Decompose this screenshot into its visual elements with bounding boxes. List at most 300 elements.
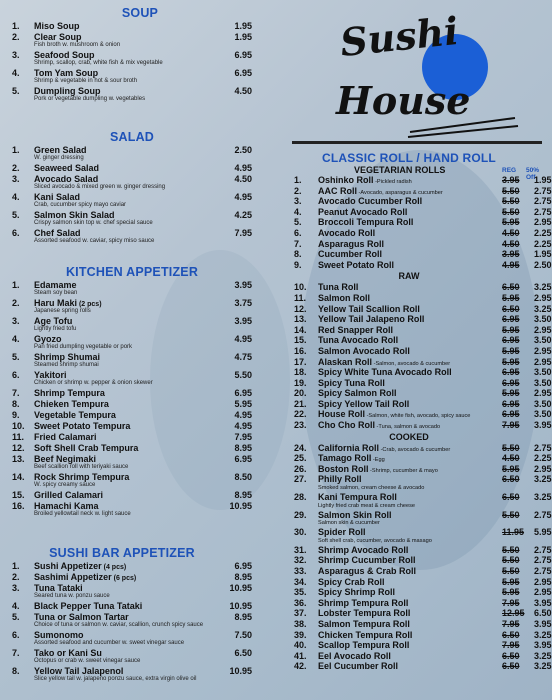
item-name (34, 583, 83, 593)
item-price: 10.95 (229, 501, 252, 511)
roll-row (294, 463, 552, 475)
regular-price: 6.95 (502, 367, 520, 378)
item-name-text: Miso Soup (34, 21, 80, 31)
logo-line2: House (336, 78, 471, 123)
item-name-text: Dumpling Soup (34, 86, 101, 96)
menu-item (12, 410, 252, 420)
discount-price: 2.25 (534, 238, 552, 249)
item-name-text: Shrimp Tempura (34, 388, 105, 398)
roll-number: 26. (294, 463, 307, 474)
item-name-text: Salmon Skin Salad (34, 210, 115, 220)
regular-price: 6.95 (502, 335, 520, 346)
item-name-text: Shrimp Shumai (34, 352, 101, 362)
item-name-text: Avocado Salad (34, 174, 99, 184)
roll-row (294, 238, 552, 250)
menu-item (12, 501, 252, 518)
item-number: 16. (12, 501, 25, 511)
item-number: 1. (12, 145, 20, 155)
item-price: 5.50 (234, 370, 252, 380)
roll-row (294, 492, 552, 503)
menu-item-line (12, 32, 252, 42)
item-name-text: Tako or Kani Su (34, 648, 102, 658)
roll-number: 42. (294, 661, 307, 672)
discount-price: 2.95 (534, 217, 552, 228)
roll-name-text: Cucumber Roll (318, 249, 383, 260)
roll-number: 32. (294, 555, 307, 566)
roll-row (294, 345, 552, 357)
roll-number: 8. (294, 249, 302, 260)
roll-name-text: Salmon Avocado Roll (318, 345, 410, 356)
classic-roll-title: CLASSIC ROLL / HAND ROLL (322, 151, 496, 165)
item-name (34, 228, 81, 238)
menu-item (12, 421, 252, 431)
roll-number: 2. (294, 185, 302, 196)
roll-row (294, 377, 552, 389)
item-name (34, 630, 84, 640)
roll-name-text: Eel Cucumber Roll (318, 661, 399, 672)
menu-item (12, 648, 252, 665)
item-price: 7.50 (234, 630, 252, 640)
roll-row (294, 618, 552, 630)
roll-description: -Egg (371, 457, 385, 464)
roll-name (318, 510, 392, 521)
menu-item (12, 21, 252, 31)
roll-name (318, 196, 422, 207)
roll-number: 1. (294, 175, 302, 185)
regular-price: 6.95 (502, 409, 520, 420)
roll-number: 15. (294, 335, 307, 346)
discount-price: 2.50 (534, 259, 552, 270)
item-price: 4.95 (234, 410, 252, 420)
discount-price: 3.50 (534, 377, 552, 388)
item-number: 1. (12, 21, 20, 31)
regular-price: 6.50 (502, 474, 520, 485)
roll-name (318, 378, 385, 389)
regular-price: 5.50 (502, 185, 520, 196)
roll-name-text: Tuna Avocado Roll (318, 335, 399, 346)
item-price: 6.95 (234, 50, 252, 60)
item-name (34, 443, 138, 453)
item-name-text: Tom Yam Soup (34, 68, 99, 78)
roll-number: 7. (294, 238, 302, 249)
roll-name (318, 577, 385, 588)
roll-number: 31. (294, 544, 307, 555)
roll-name-text: Spicy Yellow Tail Roll (318, 398, 410, 409)
item-price: 4.95 (234, 192, 252, 202)
item-number: 3. (12, 174, 20, 184)
roll-number: 39. (294, 629, 307, 640)
roll-row (294, 597, 552, 609)
item-number: 3. (12, 583, 20, 593)
roll-row (294, 453, 552, 464)
discount-price: 3.50 (534, 398, 552, 409)
item-name (34, 399, 109, 409)
roll-number: 24. (294, 442, 307, 453)
roll-name-text: Salmon Roll (318, 292, 371, 303)
regular-price: 5.50 (502, 196, 520, 207)
discount-price: 3.25 (534, 303, 552, 314)
item-number: 8. (12, 399, 20, 409)
item-price: 5.95 (234, 399, 252, 409)
item-name-text: Vegetable Tempura (34, 410, 116, 420)
roll-description: -Salmon, avocado & cucumber (372, 360, 451, 367)
menu-item-line (12, 472, 252, 482)
discount-price: 2.75 (534, 185, 552, 196)
roll-row (294, 420, 552, 431)
roll-name-text: Tuna Roll (318, 282, 359, 293)
item-name-text: Yakitori (34, 370, 67, 380)
roll-name (318, 474, 362, 485)
menu-item (12, 228, 252, 245)
menu-item-line (12, 163, 252, 173)
item-number: 2. (12, 32, 20, 42)
roll-name-text: Spicy Crab Roll (318, 576, 385, 587)
roll-name-text: Yellow Tail Jalapeno Roll (318, 314, 425, 325)
item-description: Broiled yellowtail neck w. light sauce (34, 511, 131, 517)
item-name-text: Soft Shell Crab Tempura (34, 443, 139, 453)
section-salad (12, 130, 252, 245)
item-name (34, 280, 77, 290)
item-name (34, 666, 123, 676)
menu-item-line (12, 490, 252, 500)
item-number: 6. (12, 630, 20, 640)
roll-row (294, 282, 552, 293)
roll-number: 22. (294, 409, 307, 420)
item-price: 8.95 (234, 443, 252, 453)
item-name (34, 210, 115, 220)
roll-number: 37. (294, 608, 307, 619)
menu-item (12, 145, 252, 162)
menu-item (12, 666, 252, 683)
roll-name (318, 293, 370, 304)
discount-price: 2.75 (534, 544, 552, 555)
menu-item-line (12, 572, 252, 582)
item-price: 4.25 (234, 210, 252, 220)
logo (330, 6, 540, 141)
roll-name-text: Salmon Skin Roll (318, 509, 392, 520)
roll-name (318, 388, 397, 399)
roll-number: 5. (294, 217, 302, 228)
item-name-text: Seaweed Salad (34, 163, 100, 173)
roll-name (318, 545, 408, 556)
regular-price: 4.50 (502, 227, 520, 238)
roll-name-text: AAC Roll (318, 185, 357, 196)
roll-row (294, 650, 552, 662)
discount-price: 3.50 (534, 335, 552, 346)
item-description: Slice yellow tail w. jalapeno ponzu sauce, extra virgin olive oil (34, 676, 197, 682)
item-description: Shrimp, scallop, crab, white fish & mix vegetable (34, 60, 163, 66)
item-name-text: Beef Negimaki (34, 454, 97, 464)
item-name (34, 334, 62, 344)
regular-price: 5.95 (502, 587, 520, 598)
menu-item (12, 174, 252, 191)
roll-number: 3. (294, 196, 302, 207)
item-name-text: Tuna Tataki (34, 583, 83, 593)
roll-name-text: Avocado Roll (318, 227, 376, 238)
roll-row (294, 367, 552, 378)
item-number: 4. (12, 192, 20, 202)
item-qty: (4 pcs) (101, 564, 127, 571)
section-title: KITCHEN APPETIZER (65, 265, 199, 279)
item-name (34, 612, 129, 622)
item-name-text: Seafood Soup (34, 50, 95, 60)
roll-number: 10. (294, 282, 307, 293)
item-name (34, 352, 100, 362)
roll-row (294, 324, 552, 336)
roll-number: 36. (294, 597, 307, 608)
roll-name (318, 566, 416, 577)
item-description: Sliced avocado & mixed green w. ginger dressing (34, 184, 166, 190)
roll-number: 41. (294, 650, 307, 661)
regular-price: 5.95 (502, 463, 520, 474)
roll-row (294, 527, 552, 538)
menu-item (12, 316, 252, 333)
regular-price: 4.50 (502, 238, 520, 249)
item-name (34, 163, 99, 173)
discount-price: 3.25 (534, 661, 552, 672)
item-number: 2. (12, 298, 20, 308)
roll-name-text: Kani Tempura Roll (318, 492, 397, 503)
roll-name-text: House Roll (318, 409, 366, 420)
roll-description: -Salmon, white fish, avocado, spicy sauce (365, 413, 471, 420)
regular-price: 12.95 (502, 608, 525, 619)
menu-item-line (12, 68, 252, 78)
regular-price: 3.95 (502, 175, 520, 185)
roll-number: 12. (294, 303, 307, 314)
roll-description: -Shrimp, cucumber & mayo (368, 467, 438, 474)
discount-price: 2.75 (534, 555, 552, 566)
roll-row (294, 206, 552, 218)
item-description: Choice of tuna or salmon w. caviar, scallion, crunch spicy sauce (34, 622, 204, 628)
item-number: 12. (12, 443, 25, 453)
roll-name-text: Spider Roll (318, 527, 366, 538)
item-description: Steamed shrimp shumai (34, 362, 99, 368)
roll-number: 25. (294, 453, 307, 464)
veg-subtitle: VEGETARIAN ROLLS (354, 165, 446, 175)
item-name-text: Sweet Potato Tempura (34, 421, 131, 431)
regular-price: 5.95 (502, 292, 520, 303)
menu-item (12, 399, 252, 409)
section-title: SALAD (109, 130, 155, 144)
item-name (34, 145, 87, 155)
discount-price: 2.75 (534, 442, 552, 453)
roll-number: 33. (294, 566, 307, 576)
roll-name-text: Yellow Tail Scallion Roll (318, 303, 420, 314)
roll-row (294, 303, 552, 315)
item-name-text: Yellow Tail Jalapenol (34, 666, 124, 676)
item-number: 13. (12, 454, 25, 464)
menu-item (12, 68, 252, 85)
item-description: Shrimp & vegetable in hot & sour broth (34, 78, 138, 84)
item-price: 6.95 (234, 561, 252, 571)
regular-price: 5.95 (502, 388, 520, 399)
roll-name (318, 608, 410, 619)
roll-description: -Tuna, salmon & avocado (375, 424, 441, 431)
discount-price: 2.95 (534, 388, 552, 399)
item-name-text: Sushi Appetizer (34, 561, 102, 571)
item-price: 4.95 (234, 163, 252, 173)
item-price: 6.95 (234, 454, 252, 464)
menu-item-line (12, 561, 252, 571)
item-name-text: Chef Salad (34, 228, 81, 238)
roll-name-text: Red Snapper Roll (318, 324, 394, 335)
roll-name-text: Chicken Tempura Roll (318, 629, 413, 640)
discount-price: 3.95 (534, 597, 552, 608)
roll-name-text: Oshinko Roll (318, 175, 374, 185)
discount-price: 2.95 (534, 576, 552, 587)
chopsticks-icon (330, 6, 540, 141)
item-number: 7. (12, 388, 20, 398)
roll-subdescription: Salmon skin & cucumber (318, 520, 380, 527)
item-number: 14. (12, 472, 25, 482)
roll-row (294, 474, 552, 485)
item-price: 1.95 (234, 32, 252, 42)
item-description: Octopus or crab w. sweet vinegar sauce (34, 658, 141, 664)
roll-row (294, 314, 552, 325)
discount-price: 2.75 (534, 196, 552, 207)
item-name (34, 421, 130, 431)
item-description: Steam soy bean (34, 290, 78, 296)
item-name (34, 316, 72, 326)
menu-item (12, 472, 252, 489)
roll-row (294, 661, 552, 672)
item-name-text: Kani Salad (34, 192, 81, 202)
menu-item-line (12, 388, 252, 398)
discount-price: 3.95 (534, 618, 552, 629)
item-name (34, 454, 96, 464)
roll-number: 13. (294, 314, 307, 325)
roll-number: 27. (294, 474, 307, 485)
section-sushibar (12, 546, 252, 683)
regular-price: 6.95 (502, 314, 520, 325)
roll-row (294, 544, 552, 556)
roll-name (318, 207, 407, 218)
item-name (34, 490, 103, 500)
menu-item (12, 192, 252, 209)
regular-price: 4.50 (502, 453, 520, 464)
item-name-text: Black Pepper Tuna Tataki (34, 601, 143, 611)
roll-name (318, 367, 452, 378)
menu-item-line (12, 601, 252, 611)
menu-item-line (12, 612, 252, 622)
item-price: 8.50 (234, 472, 252, 482)
item-name (34, 86, 101, 96)
item-price: 4.50 (234, 86, 252, 96)
regular-price: 6.50 (502, 661, 520, 672)
item-description: Crab, cucumber spicy mayo caviar (34, 202, 127, 208)
item-description: Assorted seafood w. caviar, spicy miso sauce (34, 238, 155, 244)
item-name-text: Sashimi Appetizer (34, 572, 112, 582)
roll-number: 28. (294, 492, 307, 503)
item-name (34, 472, 129, 482)
item-name (34, 388, 105, 398)
roll-number: 6. (294, 227, 302, 238)
roll-name-text: Eel Avocado Roll (318, 650, 391, 661)
roll-description: -Crab, avocado & cucumber (379, 446, 451, 453)
roll-name-text: Avocado Cucumber Roll (318, 196, 423, 207)
menu-item-line (12, 630, 252, 640)
regular-price: 6.50 (502, 303, 520, 314)
item-name-text: Chieken Tempura (34, 399, 109, 409)
menu-item (12, 388, 252, 398)
roll-subdescription: Smoked salmon, cream cheese & avocado (318, 485, 425, 492)
roll-number: 16. (294, 345, 307, 356)
item-number: 5. (12, 612, 20, 622)
roll-name-text: Spicy Shrimp Roll (318, 587, 396, 598)
roll-row (294, 409, 552, 420)
roll-name-text: Cho Cho Roll (318, 420, 375, 431)
logo-line1: Sushi (337, 7, 461, 66)
roll-name-text: Shrimp Cucumber Roll (318, 555, 416, 566)
roll-name (318, 282, 358, 293)
roll-name (318, 314, 424, 325)
item-number: 8. (12, 666, 20, 676)
menu-item (12, 572, 252, 582)
roll-name-text: Asparagus & Crab Roll (318, 566, 417, 576)
roll-row (294, 398, 552, 410)
item-name-text: Fried Calamari (34, 432, 97, 442)
menu-item (12, 32, 252, 49)
menu-item-line (12, 399, 252, 409)
menu-item (12, 454, 252, 471)
roll-row (294, 292, 552, 304)
roll-row (294, 185, 552, 197)
item-number: 7. (12, 648, 20, 658)
roll-name-text: Philly Roll (318, 474, 362, 485)
regular-price: 6.50 (502, 650, 520, 661)
item-description: Fish broth w. mushroom & onion (34, 42, 121, 48)
off-header: 50% Off (526, 167, 540, 181)
roll-name-text: Boston Roll (318, 463, 369, 474)
item-price: 6.95 (234, 68, 252, 78)
roll-name-text: Scallop Tempura Roll (318, 640, 410, 651)
menu-item-line (12, 454, 252, 464)
roll-name (318, 228, 375, 239)
item-number: 4. (12, 334, 20, 344)
discount-price: 3.25 (534, 492, 552, 503)
menu-item-line (12, 370, 252, 380)
regular-price: 3.95 (502, 249, 520, 260)
roll-row (294, 442, 552, 454)
roll-name (318, 630, 412, 641)
item-name (34, 432, 97, 442)
item-price: 1.95 (234, 21, 252, 31)
regular-price: 5.50 (502, 544, 520, 555)
roll-name-text: Asparagus Roll (318, 238, 385, 249)
roll-name-text: Salmon Tempura Roll (318, 618, 410, 629)
discount-price: 3.25 (534, 282, 552, 293)
regular-price: 6.50 (502, 629, 520, 640)
discount-price: 1.95 (534, 175, 552, 185)
roll-name-text: Peanut Avocado Roll (318, 206, 408, 217)
item-price: 7.95 (234, 432, 252, 442)
discount-price: 2.95 (534, 324, 552, 335)
roll-name-text: Sweet Potato Roll (318, 259, 395, 270)
item-name-text: Edamame (34, 280, 77, 290)
item-number: 9. (12, 410, 20, 420)
menu-item (12, 352, 252, 369)
regular-price: 5.50 (502, 206, 520, 217)
item-name (34, 298, 102, 310)
item-name-text: Rock Shrimp Tempura (34, 472, 130, 482)
discount-price: 3.25 (534, 629, 552, 640)
roll-name-text: California Roll (318, 442, 380, 453)
menu-item (12, 432, 252, 442)
discount-price: 2.95 (534, 587, 552, 598)
menu-item (12, 630, 252, 647)
item-number: 6. (12, 370, 20, 380)
roll-name (318, 640, 409, 651)
